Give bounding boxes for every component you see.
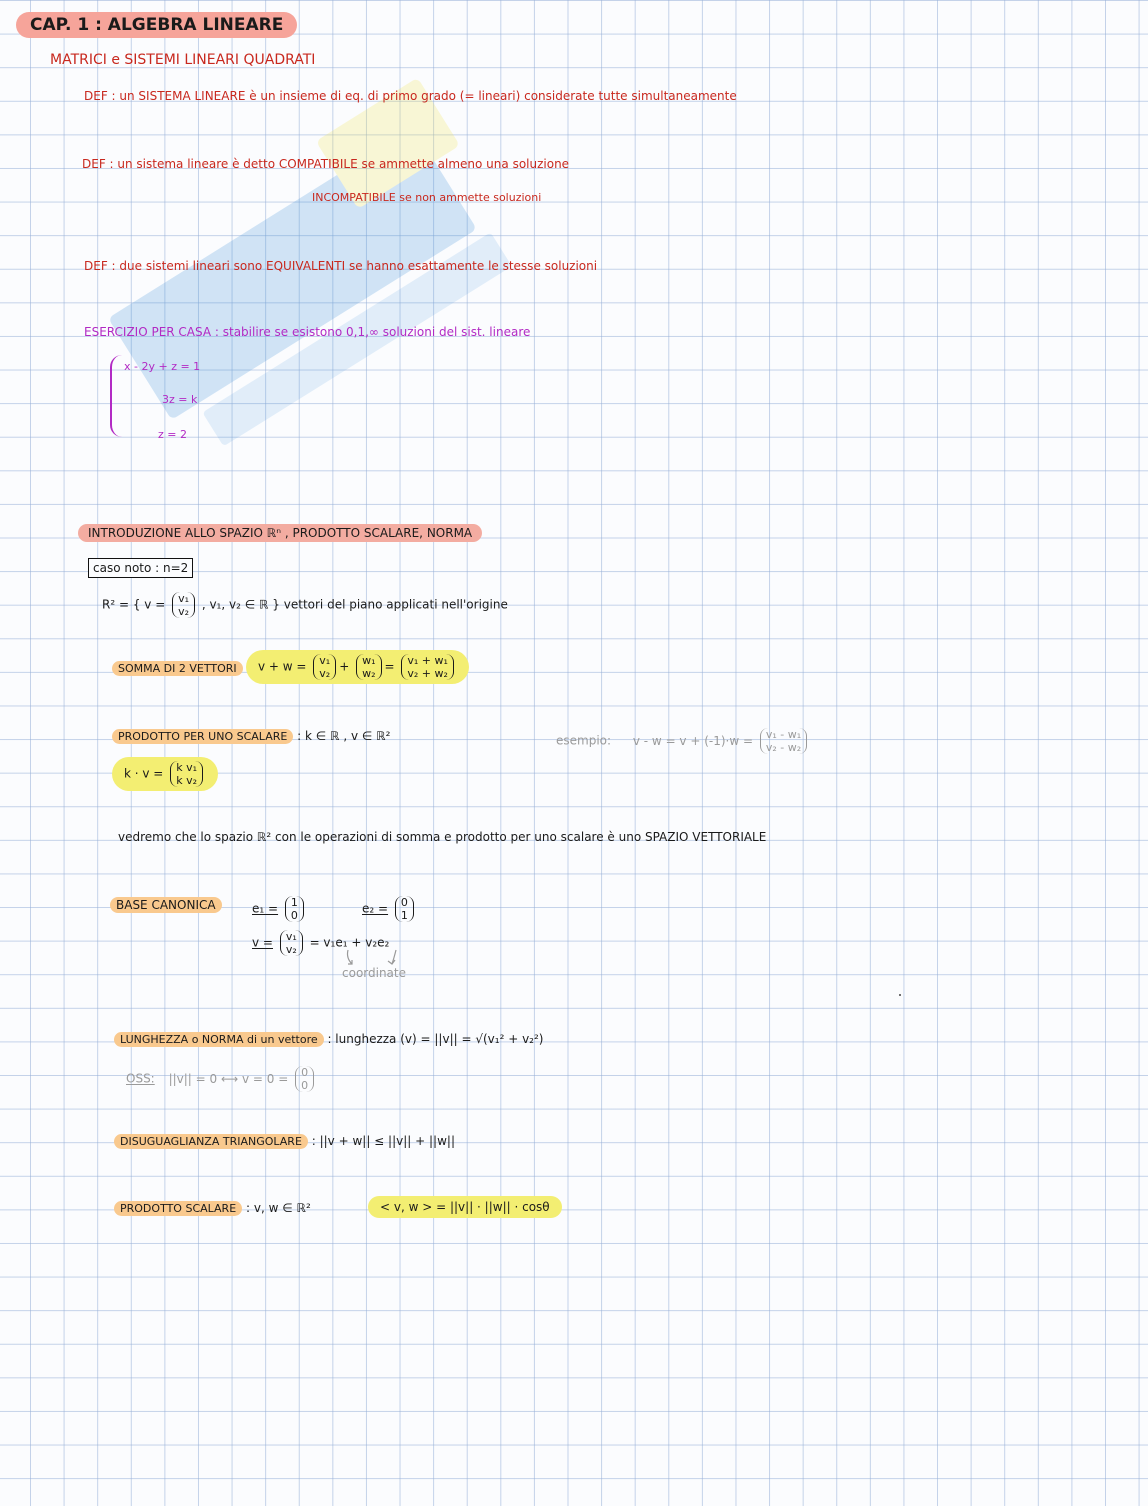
matrix-entry: 0 bbox=[301, 1079, 309, 1092]
system-equation-2: 3z = k bbox=[162, 393, 198, 406]
base-e2 bbox=[362, 896, 417, 922]
matrix-entry: v₂ + w₂ bbox=[407, 667, 448, 680]
somma-formula: v + w = v₁ v₂ + w₁ w₂ = v₁ + w₁ v₂ + w₂ bbox=[246, 650, 469, 684]
zero-vector-matrix bbox=[295, 1066, 314, 1092]
matrix-entry: 0 bbox=[301, 1066, 309, 1079]
vector-sum-matrix bbox=[401, 654, 454, 680]
stray-dot bbox=[899, 994, 901, 996]
matrix-entry: 0 bbox=[400, 896, 408, 909]
prodotto-scalare-definition: < v, w > = ||v|| · ||w|| · cosθ bbox=[368, 1196, 562, 1218]
vector-v-matrix bbox=[313, 654, 336, 680]
r2-def-left: R² = { v = bbox=[102, 597, 170, 612]
spazio-vettoriale-note: vedremo che lo spazio ℝ² con le operazioni di somma e prodotto per uno scalare è uno SPAZIO VETTORIALE bbox=[118, 830, 767, 844]
prodotto-scalare-def-row bbox=[114, 1201, 311, 1215]
kv-prefix: k · v = bbox=[124, 766, 164, 781]
base-e1 bbox=[252, 896, 307, 922]
prodotto-scalare-label: PRODOTTO SCALARE bbox=[114, 1201, 242, 1216]
matrix-entry: v₂ bbox=[285, 943, 297, 956]
esempio bbox=[556, 728, 810, 754]
matrix-entry: v₁ - w₁ bbox=[765, 728, 802, 741]
matrix-entry: w₂ bbox=[362, 667, 376, 680]
matrix-entry: 1 bbox=[290, 896, 298, 909]
esempio-formula: v - w = v + (-1)·w = bbox=[632, 733, 754, 748]
definition-incompatibile: INCOMPATIBILE se non ammette soluzioni bbox=[312, 191, 542, 204]
section2-title: INTRODUZIONE ALLO SPAZIO ℝⁿ , PRODOTTO SCALARE, NORMA bbox=[78, 524, 482, 542]
disuguaglianza-formula: : ||v + w|| ≤ ||v|| + ||w|| bbox=[311, 1134, 455, 1148]
vector-w-matrix bbox=[356, 654, 381, 680]
esempio-label: esempio: bbox=[556, 733, 612, 748]
prodotto-scalare-row bbox=[112, 729, 390, 743]
matrix-entry: k v₂ bbox=[176, 774, 197, 787]
base-v-rhs: = v₁e₁ + v₂e₂ bbox=[309, 935, 390, 950]
r2-definition bbox=[102, 592, 508, 618]
matrix-entry: v₂ bbox=[178, 605, 189, 618]
matrix-entry: v₁ + w₁ bbox=[407, 654, 448, 667]
norma-row bbox=[114, 1032, 543, 1046]
coordinate-label: coordinate bbox=[342, 966, 407, 980]
definition-equivalenti: DEF : due sistemi lineari sono EQUIVALENTI se hanno esattamente le stesse soluzioni bbox=[84, 259, 598, 273]
system-equation-1: x - 2y + z = 1 bbox=[124, 360, 201, 373]
section1-title: MATRICI e SISTEMI LINEARI QUADRATI bbox=[50, 52, 316, 68]
chapter-title: CAP. 1 : ALGEBRA LINEARE bbox=[16, 12, 297, 38]
matrix-entry: w₁ bbox=[362, 654, 376, 667]
e2-matrix bbox=[395, 896, 414, 922]
e1-matrix bbox=[285, 896, 304, 922]
r2-def-right: , v₁, v₂ ∈ ℝ } vettori del piano applicati nell'origine bbox=[201, 597, 508, 612]
e2-label: e₂ = bbox=[362, 901, 389, 916]
matrix-entry: v₂ bbox=[319, 667, 331, 680]
coordinate-arrows bbox=[340, 948, 410, 968]
watermark-logo bbox=[60, 60, 580, 500]
caso-noto-box: caso noto : n=2 bbox=[88, 558, 193, 578]
definition-compatibile: DEF : un sistema lineare è detto COMPATIBILE se ammette almeno una soluzione bbox=[82, 157, 570, 171]
oss-formula: ||v|| = 0 ⟷ v = 0 = bbox=[168, 1071, 289, 1086]
prodotto-label: PRODOTTO PER UNO SCALARE bbox=[112, 729, 293, 744]
norma-label: LUNGHEZZA o NORMA di un vettore bbox=[114, 1032, 324, 1047]
prodotto-scalare-formula: : v, w ∈ ℝ² bbox=[245, 1201, 311, 1215]
disuguaglianza-row bbox=[114, 1134, 455, 1148]
system-equation-3: z = 2 bbox=[158, 428, 187, 441]
oss-row bbox=[126, 1066, 317, 1092]
v-label: v = bbox=[252, 935, 273, 950]
e1-label: e₁ = bbox=[252, 901, 279, 916]
somma-prefix: v + w = bbox=[258, 659, 307, 674]
matrix-entry: 1 bbox=[400, 909, 408, 922]
base-canonica-label: BASE CANONICA bbox=[110, 897, 222, 913]
vector-v-matrix bbox=[172, 592, 195, 618]
exercise-text: ESERCIZIO PER CASA : stabilire se esistono 0,1,∞ soluzioni del sist. lineare bbox=[84, 325, 531, 339]
vector-kv-matrix bbox=[170, 761, 203, 787]
somma-label: SOMMA DI 2 VETTORI bbox=[112, 661, 243, 676]
matrix-entry: k v₁ bbox=[176, 761, 197, 774]
vector-difference-matrix bbox=[760, 728, 807, 754]
matrix-entry: v₁ bbox=[178, 592, 189, 605]
disuguaglianza-label: DISUGUAGLIANZA TRIANGOLARE bbox=[114, 1134, 308, 1149]
matrix-entry: v₂ - w₂ bbox=[765, 741, 802, 754]
matrix-entry: v₁ bbox=[319, 654, 331, 667]
matrix-entry: v₁ bbox=[285, 930, 297, 943]
definition-sistema-lineare: DEF : un SISTEMA LINEARE è un insieme di eq. di primo grado (= lineari) considerate tutte simultaneamente bbox=[84, 89, 737, 103]
matrix-entry: 0 bbox=[290, 909, 298, 922]
vector-v-matrix bbox=[280, 930, 303, 956]
norma-formula: : lunghezza (v) = ||v|| = √(v₁² + v₂²) bbox=[327, 1032, 544, 1046]
oss-label: OSS: bbox=[126, 1071, 155, 1086]
kv-formula bbox=[112, 757, 218, 791]
prodotto-formula: : k ∈ ℝ , v ∈ ℝ² bbox=[297, 729, 391, 743]
